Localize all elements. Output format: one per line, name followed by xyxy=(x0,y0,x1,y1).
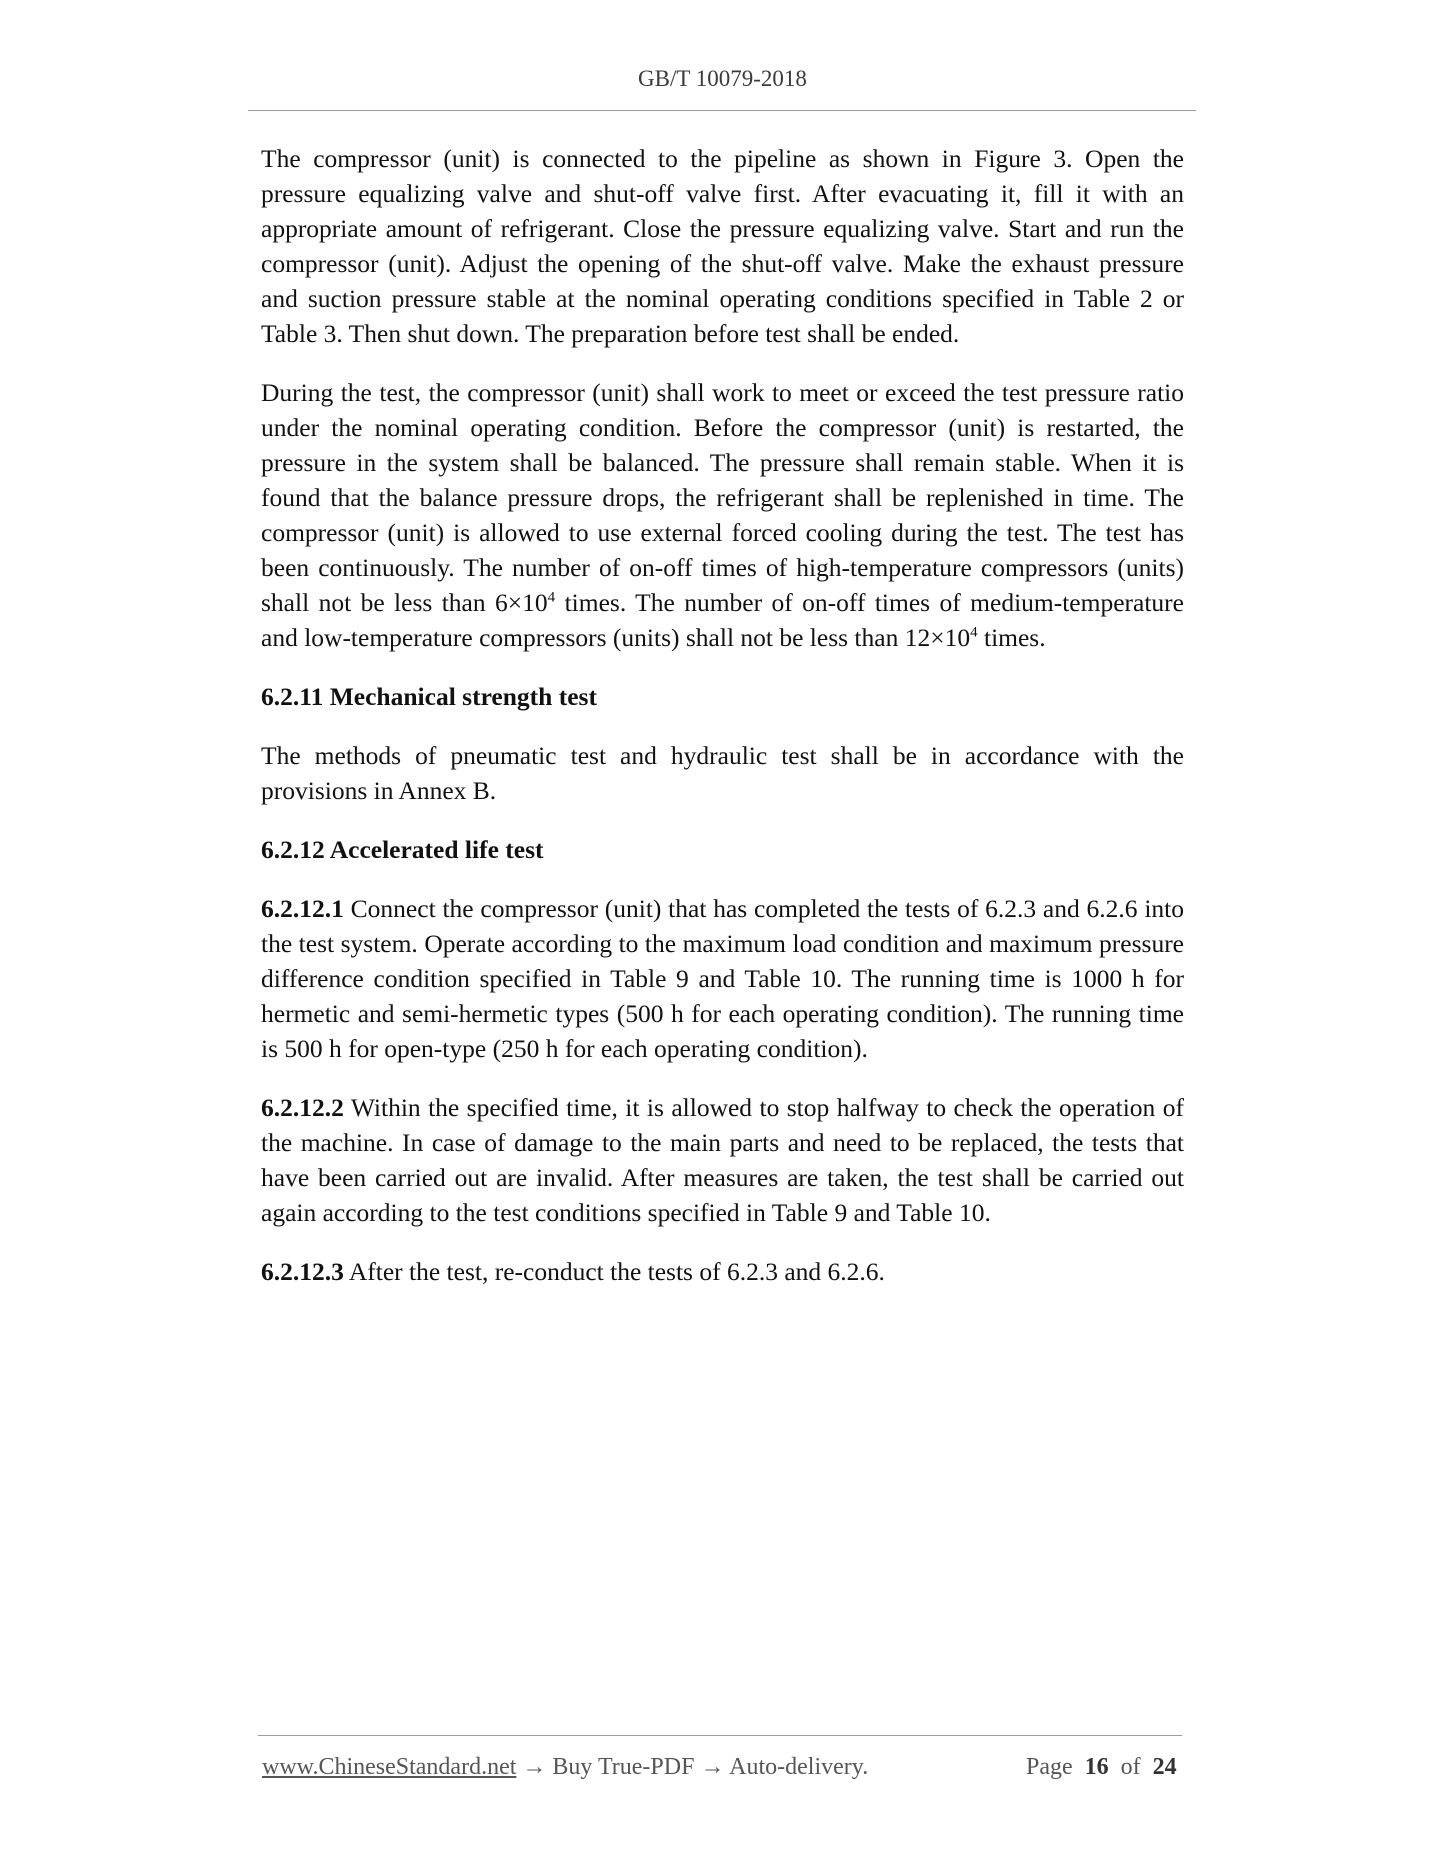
page-number xyxy=(1026,1754,1177,1781)
section-heading-6-2-12: 6.2.12 Accelerated life test xyxy=(261,835,544,864)
paragraph-text: During the test, the compressor (unit) shall work to meet or exceed the test pressure ratio under the nominal operating condition. Before the compressor (unit) is restarted, the pressure in the system shall be balanced. The pressure shall remain stable. When it is found that the balance pressure drops, the refrigerant shall be replenished in time. The compressor (unit) is allowed to use external forced cooling during the test. The test has been continuously. The number of on-off times of high-temperature compressors (units) shall not be less than 6×10 xyxy=(261,378,1184,617)
header-divider xyxy=(248,110,1196,111)
paragraph-test-preparation: The compressor (unit) is connected to the pipeline as shown in Figure 3. Open the pressure equalizing valve and shut-off valve first. After evacuating it, fill it with an appropriate amount of refrigerant. Close the pressure equalizing valve. Start and run the compressor (unit). Adjust the opening of the shut-off valve. Make the exhaust pressure and suction pressure stable at the nominal operating conditions specified in Table 2 or Table 3. Then shut down. The preparation before test shall be ended. xyxy=(261,144,1184,348)
paragraph-text: times. The number of on-off times of medium-temperature and low-temperature compressors (units) shall not be less than 12×10 xyxy=(261,588,1184,652)
footer-promo xyxy=(262,1754,868,1781)
clause-6-2-12-2 xyxy=(261,1090,1184,1230)
arrow-icon: → xyxy=(694,1754,730,1780)
clause-number: 6.2.12.1 xyxy=(261,894,344,923)
section-heading-6-2-11: 6.2.11 Mechanical strength test xyxy=(261,682,597,711)
exponent: 4 xyxy=(970,624,978,641)
page-content xyxy=(261,141,1184,1313)
clause-text: Within the specified time, it is allowed to stop halfway to check the operation of the machine. In case of damage to the main parts and need to be replaced, the tests that have been carried out are invalid. After measures are taken, the test shall be carried out again according to the test conditions specified in Table 9 and Table 10. xyxy=(261,1093,1184,1227)
clause-number: 6.2.12.3 xyxy=(261,1257,344,1286)
paragraph-test-procedure xyxy=(261,375,1184,655)
footer-divider xyxy=(258,1735,1182,1736)
clause-text: Connect the compressor (unit) that has completed the tests of 6.2.3 and 6.2.6 into the test system. Operate according to the maximum load condition and maximum pressure difference condition specified in Table 9 and Table 10. The running time is 1000 h for hermetic and semi-hermetic types (500 h for each operating condition). The running time is 500 h for open-type (250 h for each operating condition). xyxy=(261,894,1184,1063)
paragraph-text: times. xyxy=(977,623,1046,652)
clause-6-2-12-1 xyxy=(261,891,1184,1066)
clause-number: 6.2.12.2 xyxy=(261,1093,344,1122)
buy-text: Buy True-PDF xyxy=(552,1754,695,1780)
arrow-icon: → xyxy=(516,1754,553,1780)
delivery-text: Auto-delivery. xyxy=(729,1754,869,1780)
paragraph-mechanical-strength: The methods of pneumatic test and hydraulic test shall be in accordance with the provisions in Annex B. xyxy=(261,741,1184,805)
page-total: 24 xyxy=(1152,1754,1177,1780)
page-label: Page xyxy=(1026,1754,1073,1780)
page-current: 16 xyxy=(1084,1754,1109,1780)
document-code: GB/T 10079-2018 xyxy=(638,66,807,91)
clause-6-2-12-3 xyxy=(261,1254,1184,1289)
website-link[interactable]: www.ChineseStandard.net xyxy=(262,1754,517,1780)
exponent: 4 xyxy=(547,589,556,606)
page-of: of xyxy=(1120,1754,1141,1780)
clause-text: After the test, re-conduct the tests of 6.2.3 and 6.2.6. xyxy=(343,1257,885,1286)
